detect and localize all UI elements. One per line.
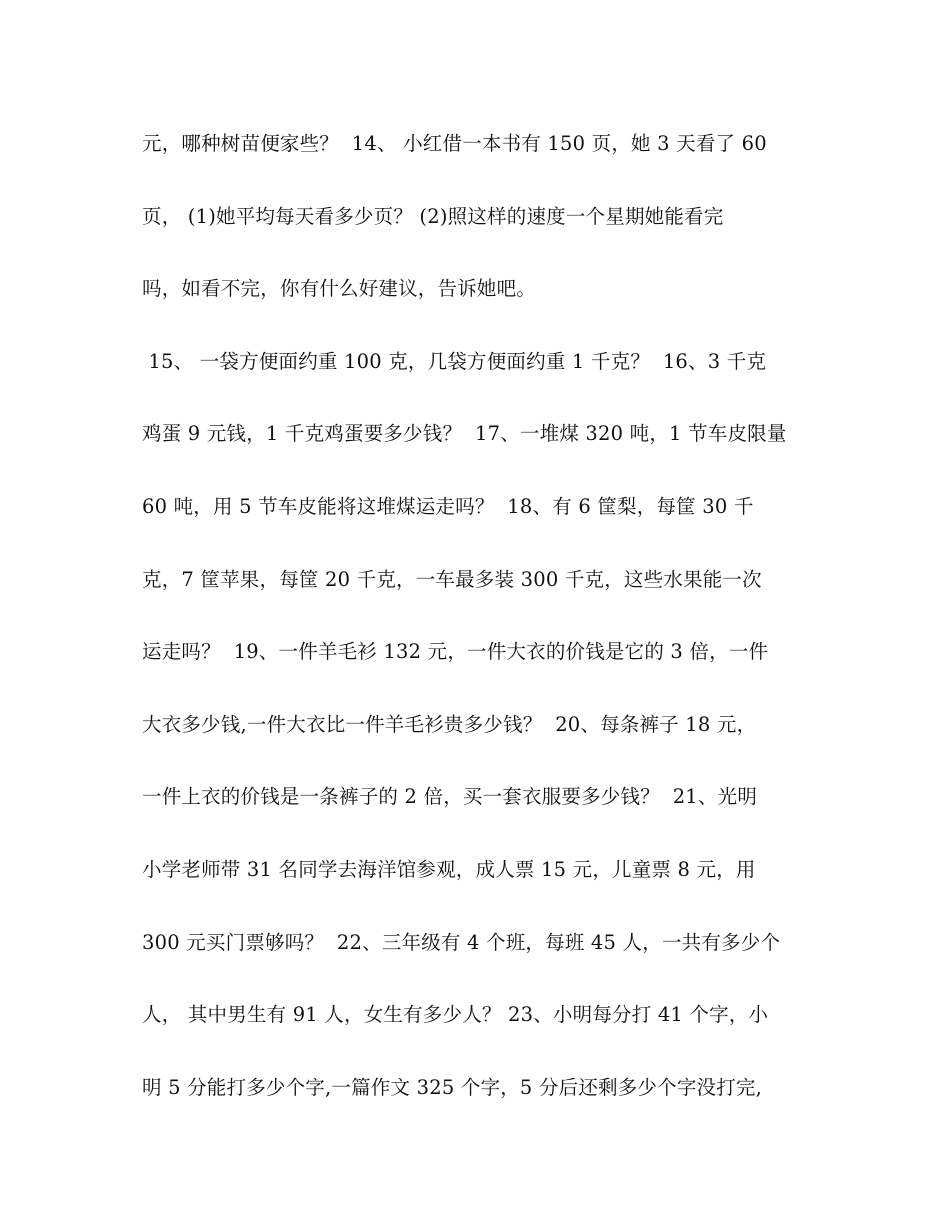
text-line: 吗，如看不完，你有什么好建议，告诉她吧。 [142, 277, 537, 301]
text-line: 大衣多少钱,一件大衣比一件羊毛衫贵多少钱？ 20、每条裤子 18 元， [142, 712, 757, 736]
text-line: 明 5 分能打多少个字,一篇作文 325 个字，5 分后还剩多少个字没打完, [142, 1075, 763, 1099]
text-line: 60 吨，用 5 节车皮能将这堆煤运走吗？ 18、有 6 筐梨，每筐 30 千 [142, 494, 754, 518]
text-line: 人， 其中男生有 91 人，女生有多少人？ 23、小明每分打 41 个字，小 [142, 1003, 769, 1027]
text-line: 运走吗？ 19、一件羊毛衫 132 元，一件大衣的价钱是它的 3 倍，一件 [142, 640, 769, 664]
text-line: 300 元买门票够吗？ 22、三年级有 4 个班，每班 45 人，一共有多少个 [142, 930, 781, 954]
text-line: 克，7 筐苹果，每筐 20 千克，一车最多装 300 千克，这些水果能一次 [142, 567, 762, 591]
text-line: 元，哪种树苗便家些？ 14、 小红借一本书有 150 页，她 3 天看了 60 [142, 132, 767, 155]
text-line: 15、 一袋方便面约重 100 克，几袋方便面约重 1 千克？ 16、3 千克 [142, 349, 767, 373]
text-line: 鸡蛋 9 元钱，1 千克鸡蛋要多少钱？ 17、一堆煤 320 吨，1 节车皮限量 [142, 422, 787, 446]
problem-text-block [142, 118, 822, 1134]
text-line: 一件上衣的价钱是一条裤子的 2 倍，买一套衣服要多少钱？ 21、光明 [142, 785, 758, 809]
text-line: 页， (1)她平均每天看多少页？ (2)照这样的速度一个星期她能看完 [142, 204, 724, 228]
text-line: 小学老师带 31 名同学去海洋馆参观，成人票 15 元，儿童票 8 元，用 [142, 857, 756, 881]
